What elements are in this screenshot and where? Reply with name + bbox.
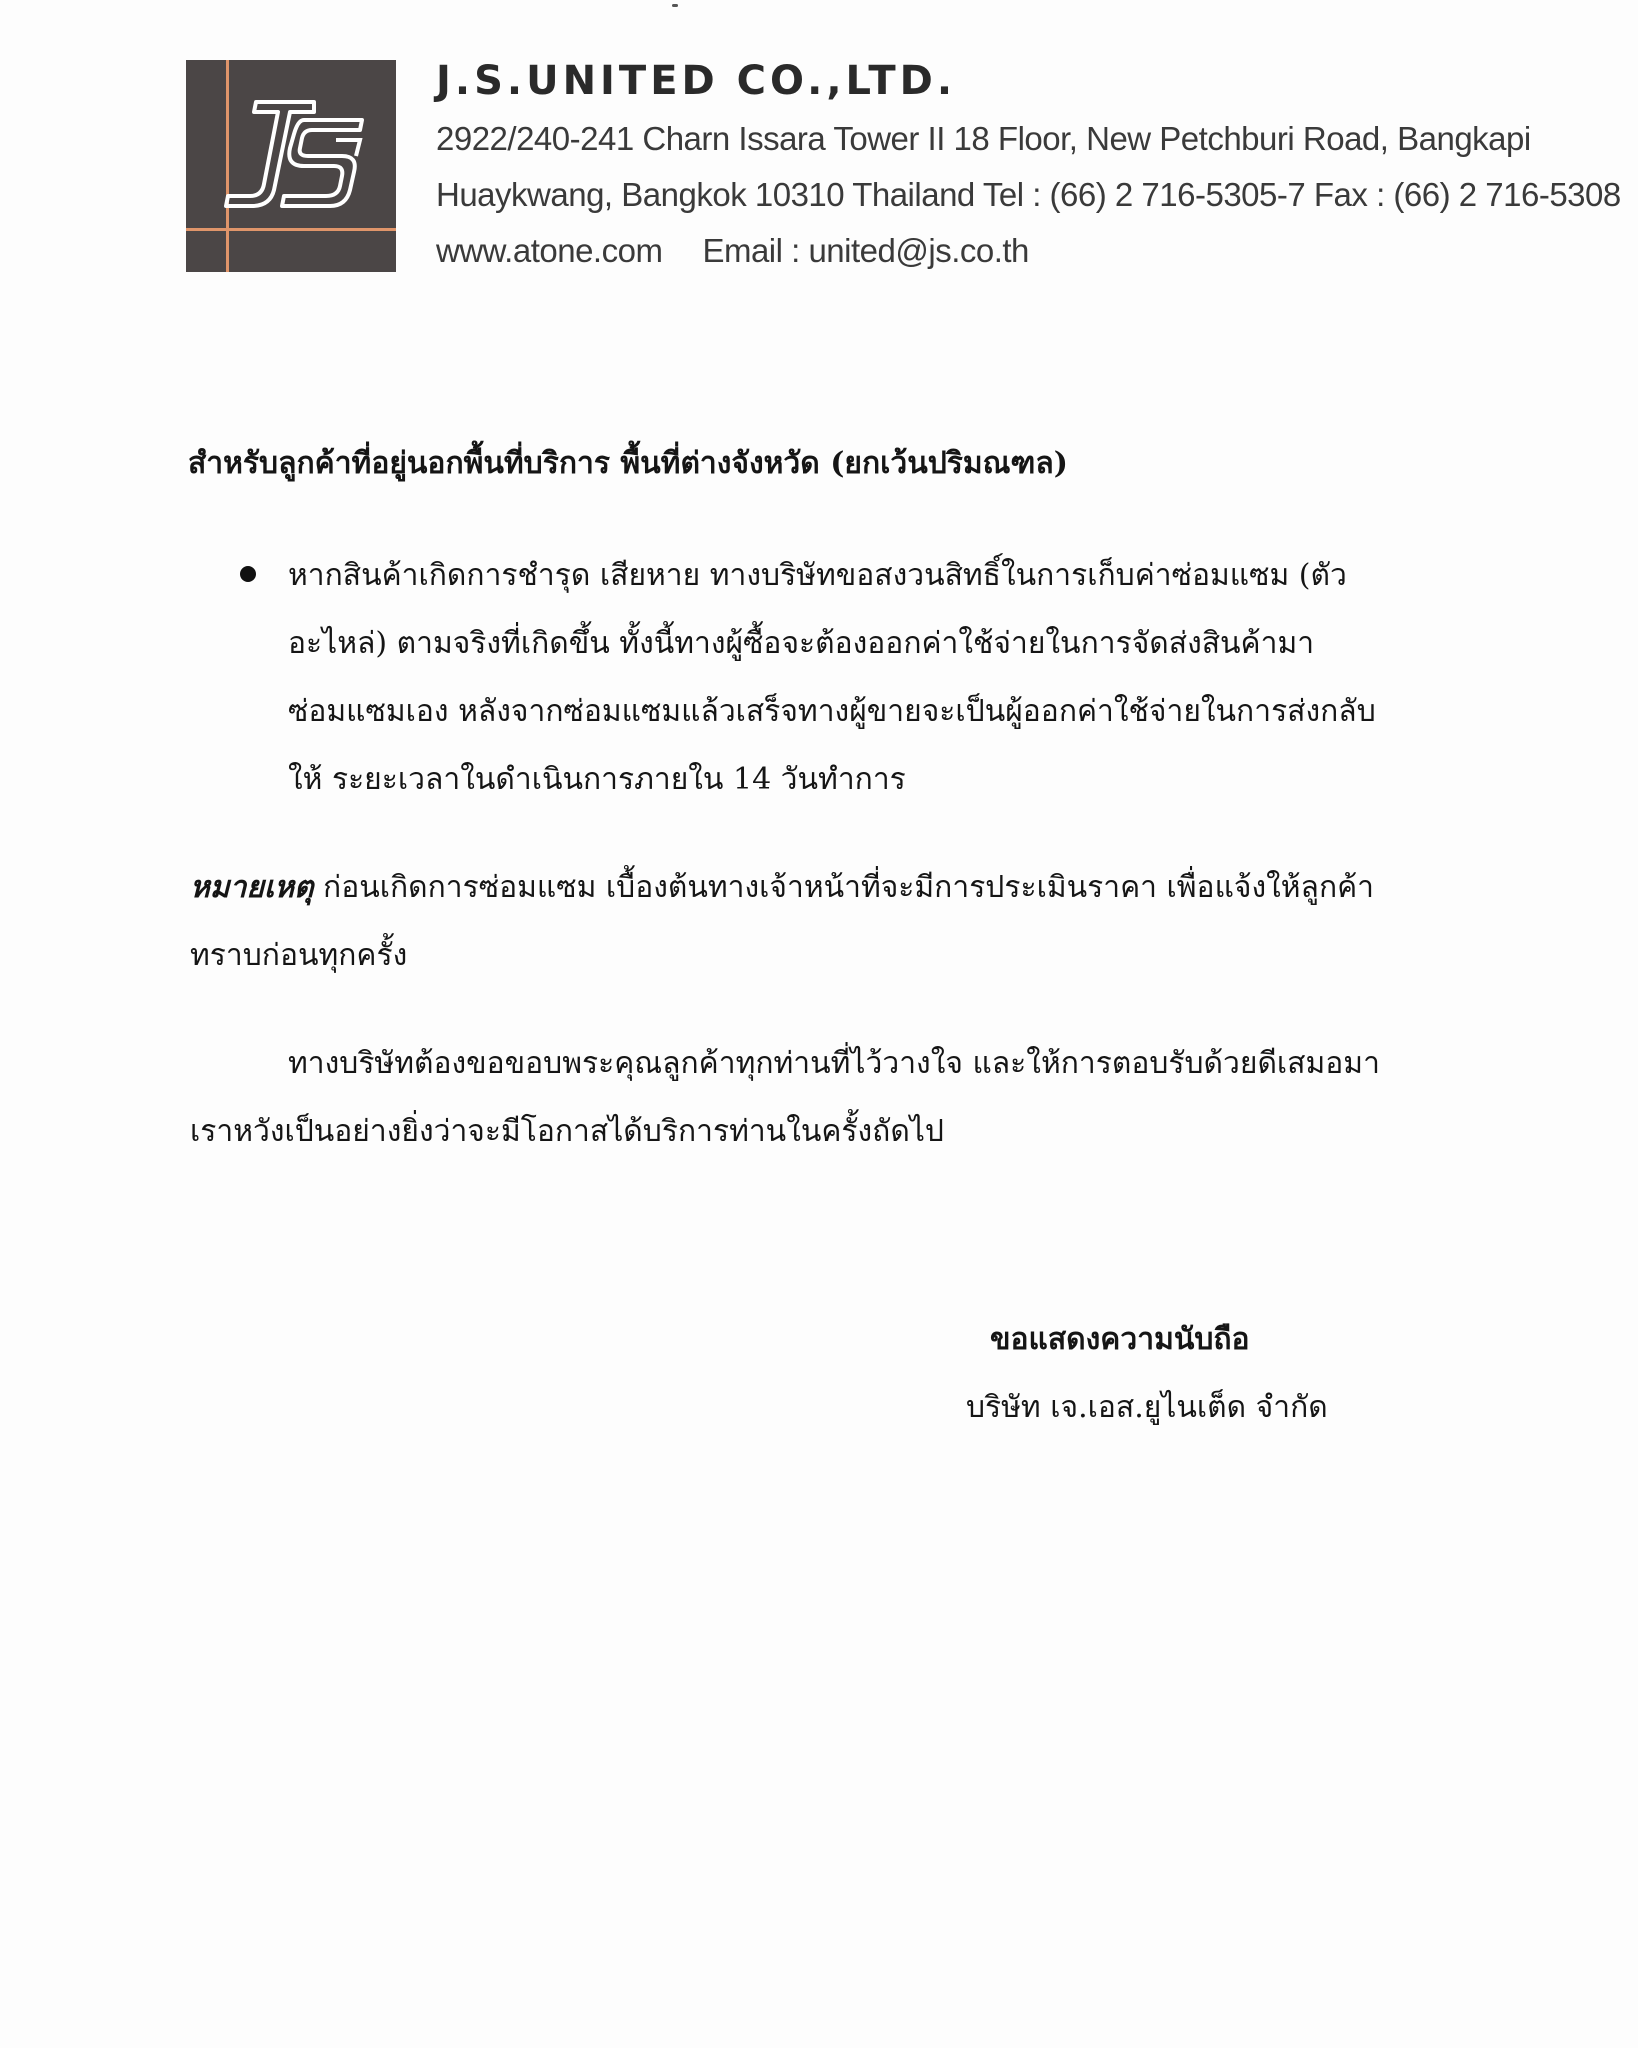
signer-company: บริษัท เจ.เอส.ยูไนเต็ด จำกัด [966,1390,1328,1425]
note-paragraph-line-2: ทราบก่อนทุกครั้ง [190,938,408,973]
note-paragraph-line-1 [190,864,1374,911]
contact-line [436,232,1029,270]
bullet-line-4: ให้ ระยะเวลาในดำเนินการภายใน 14 วันทำการ [288,762,906,797]
closing-salutation: ขอแสดงความนับถือ [990,1322,1250,1357]
thanks-line-2: เราหวังเป็นอย่างยิ่งว่าจะมีโอกาสได้บริการท่านในครั้งถัดไป [190,1114,944,1149]
thanks-line-1: ทางบริษัทต้องขอขอบพระคุณลูกค้าทุกท่านที่ไว้วางใจ และให้การตอบรับด้วยดีเสมอมา [288,1046,1380,1081]
address-line-2: Huaykwang, Bangkok 10310 Thailand Tel : (66) 2 716-5305-7 Fax : (66) 2 716-5308 [436,176,1621,213]
js-logo-icon [186,60,396,272]
letter-heading: สำหรับลูกค้าที่อยู่นอกพื้นที่บริการ พื้นที่ต่างจังหวัด (ยกเว้นปริมณฑล) [188,446,1068,481]
bullet-line-3: ซ่อมแซมเอง หลังจากซ่อมแซมแล้วเสร็จทางผู้ขายจะเป็นผู้ออกค่าใช้จ่ายในการส่งกลับ [288,694,1376,729]
address-line-1: 2922/240-241 Charn Issara Tower II 18 Floor, New Petchburi Road, Bangkapi [436,120,1531,157]
website-link[interactable]: www.atone.com [436,232,663,269]
bullet-icon [240,566,256,582]
scan-speck [672,4,678,7]
note-text-1: ก่อนเกิดการซ่อมแซม เบื้องต้นทางเจ้าหน้าที่จะมีการประเมินราคา เพื่อแจ้งให้ลูกค้า [313,870,1375,905]
bullet-line-2: อะไหล่) ตามจริงที่เกิดขึ้น ทั้งนี้ทางผู้ซื้อจะต้องออกค่าใช้จ่ายในการจัดส่งสินค้ามา [288,626,1315,661]
bullet-line-1: หากสินค้าเกิดการชำรุด เสียหาย ทางบริษัทขอสงวนสิทธิ์ในการเก็บค่าซ่อมแซม (ตัว [288,558,1347,593]
email-link[interactable]: Email : united@js.co.th [702,232,1029,269]
company-logo [186,60,396,272]
company-name: J.S.UNITED CO.,LTD. [436,58,957,104]
note-label: หมายเหตุ [190,870,314,905]
